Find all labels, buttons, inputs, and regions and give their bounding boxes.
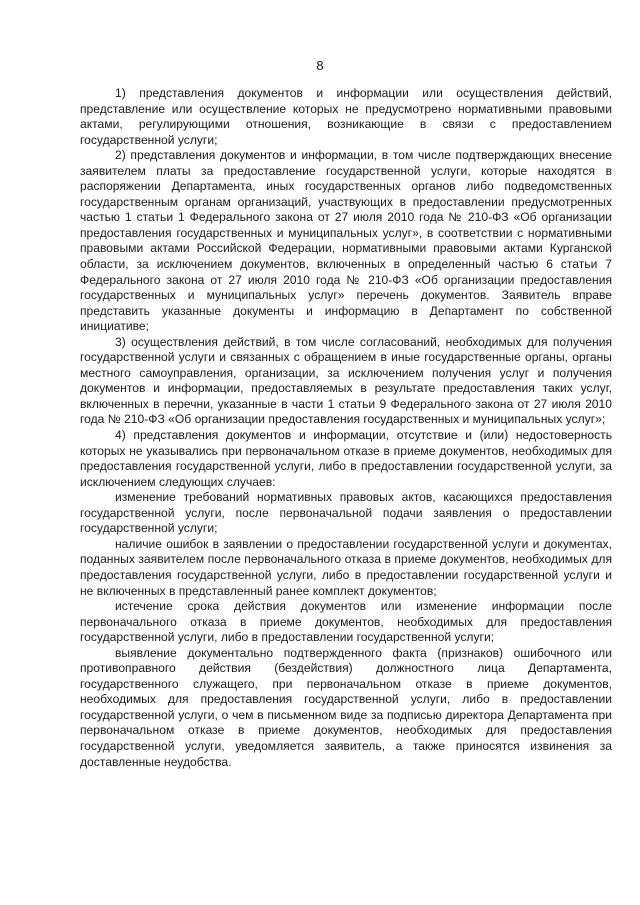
document-body	[80, 86, 612, 770]
paragraph-item-3: 3) осуществления действий, в том числе согласований, необходимых для получения государственной услуги и связанных с обращением в иные государственные органы, органы местного самоуправления, организации, за исключением получения услуг и получения документов и информации, предоставляемых в результате предоставления таких услуг, включенных в перечни, указанные в части 1 статьи 9 Федерального закона от 27 июля 2010 года № 210-ФЗ «Об организации предоставления государственных и муниципальных услуг»;	[80, 334, 612, 427]
paragraph-item-2: 2) представления документов и информации, в том числе подтверждающих внесение заявителем платы за предоставление государственной услуги, которые находятся в распоряжении Департамента, иных государственных органов либо подведомственных государственным органам организаций, участвующих в предоставлении предусмотренных частью 1 статьи 1 Федерального закона от 27 июля 2010 года № 210-ФЗ «Об организации предоставления государственных и муниципальных услуг», в соответствии с нормативными правовыми актами Российской Федерации, нормативными правовыми актами Курганской области, за исключением документов, включенных в определенный частью 6 статьи 7 Федерального закона от 27 июля 2010 года № 210-ФЗ «Об организации предоставления государственных и муниципальных услуг» перечень документов. Заявитель вправе представить указанные документы и информацию в Департамент по собственной инициативе;	[80, 148, 612, 334]
paragraph-exception-4: выявление документально подтвержденного факта (признаков) ошибочного или противоправного действия (бездействия) должностного лица Департамента, государственного служащего, при первоначальном отказе в приеме документов, необходимых для предоставления государственной услуги, либо в предоставлении государственной услуги, о чем в письменном виде за подписью директора Департамента при первоначальном отказе в приеме документов, необходимых для предоставления государственной услуги, уведомляется заявитель, а также приносятся извинения за доставленные неудобства.	[80, 645, 612, 769]
paragraph-exception-3: истечение срока действия документов или изменение информации после первоначального отказа в приеме документов, необходимых для предоставления государственной услуги, либо в предоставлении государственной услуги;	[80, 599, 612, 645]
paragraph-item-1: 1) представления документов и информации или осуществления действий, представление или осуществление которых не предусмотрено нормативными правовыми актами, регулирующими отношения, возникающие в связи с предоставлением государственной услуги;	[80, 86, 612, 147]
paragraph-item-4: 4) представления документов и информации, отсутствие и (или) недостоверность которых не указывались при первоначальном отказе в приеме документов, необходимых для предоставления государственной услуги, либо в предоставлении государственной услуги, за исключением следующих случаев:	[80, 428, 612, 489]
paragraph-exception-1: изменение требований нормативных правовых актов, касающихся предоставления государственной услуги, после первоначальной подачи заявления о предоставлении государственной услуги;	[80, 490, 612, 536]
page-number: 8	[316, 58, 324, 73]
paragraph-exception-2: наличие ошибок в заявлении о предоставлении государственной услуги и документах, поданных заявителем после первоначального отказа в приеме документов, необходимых для предоставления государственной услуги, либо в предоставлении государственной услуги и не включенных в представленный ранее комплект документов;	[80, 536, 612, 598]
